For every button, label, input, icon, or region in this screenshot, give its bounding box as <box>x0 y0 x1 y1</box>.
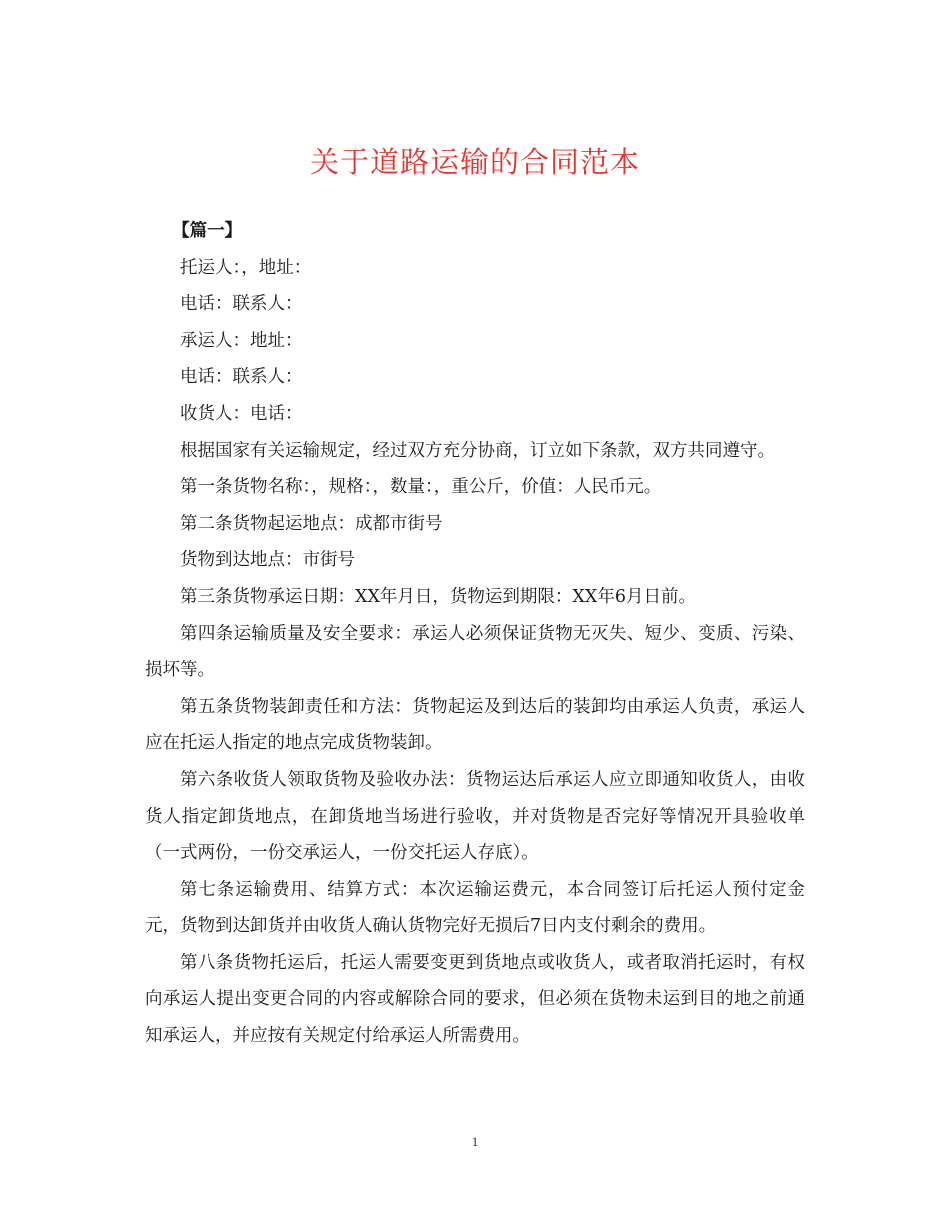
paragraph-article-6: 第六条收货人领取货物及验收办法：货物运达后承运人应立即通知收货人，由收货人指定卸货地点，在卸货地当场进行验收，并对货物是否完好等情况开具验收单（一式两份，一份交承运人，一份交托运人存底）。 <box>145 769 805 864</box>
paragraph-article-4: 第四条运输质量及安全要求：承运人必须保证货物无灭失、短少、变质、污染、损坏等。 <box>145 623 805 681</box>
paragraph-shipper: 托运人：，地址： <box>180 257 312 278</box>
paragraph-article-7: 第七条运输费用、结算方式：本次运输运费元，本合同签订后托运人预付定金元，货物到达卸货并由收货人确认货物完好无损后7日内支付剩余的费用。 <box>145 879 805 937</box>
paragraph-article-3: 第三条货物承运日期：XX年月日，货物运到期限：XX年6月日前。 <box>180 586 696 607</box>
document-body <box>145 213 805 1055</box>
paragraph-carrier: 承运人：地址： <box>180 330 303 351</box>
paragraph-destination: 货物到达地点：市街号 <box>180 550 355 571</box>
paragraph-shipper-contact: 电话：联系人： <box>180 294 303 315</box>
paragraph-consignee: 收货人：电话： <box>180 403 303 424</box>
paragraph-article-2: 第二条货物起运地点：成都市街号 <box>180 513 443 534</box>
section-heading: 【篇一】 <box>172 221 243 241</box>
paragraph-preamble: 根据国家有关运输规定，经过双方充分协商，订立如下条款，双方共同遵守。 <box>180 440 775 461</box>
paragraph-article-5: 第五条货物装卸责任和方法：货物起运及到达后的装卸均由承运人负责，承运人应在托运人指定的地点完成货物装卸。 <box>145 696 805 754</box>
page-number: 1 <box>471 1134 479 1149</box>
paragraph-article-8: 第八条货物托运后，托运人需要变更到货地点或收货人，或者取消托运时，有权向承运人提出变更合同的内容或解除合同的要求，但必须在货物未运到目的地之前通知承运人，并应按有关规定付给承运人所需费用。 <box>145 952 805 1047</box>
document-title: 关于道路运输的合同范本 <box>309 145 640 179</box>
paragraph-article-1: 第一条货物名称：，规格：，数量：，重公斤，价值：人民币元。 <box>180 477 662 498</box>
paragraph-carrier-contact: 电话：联系人： <box>180 367 303 388</box>
